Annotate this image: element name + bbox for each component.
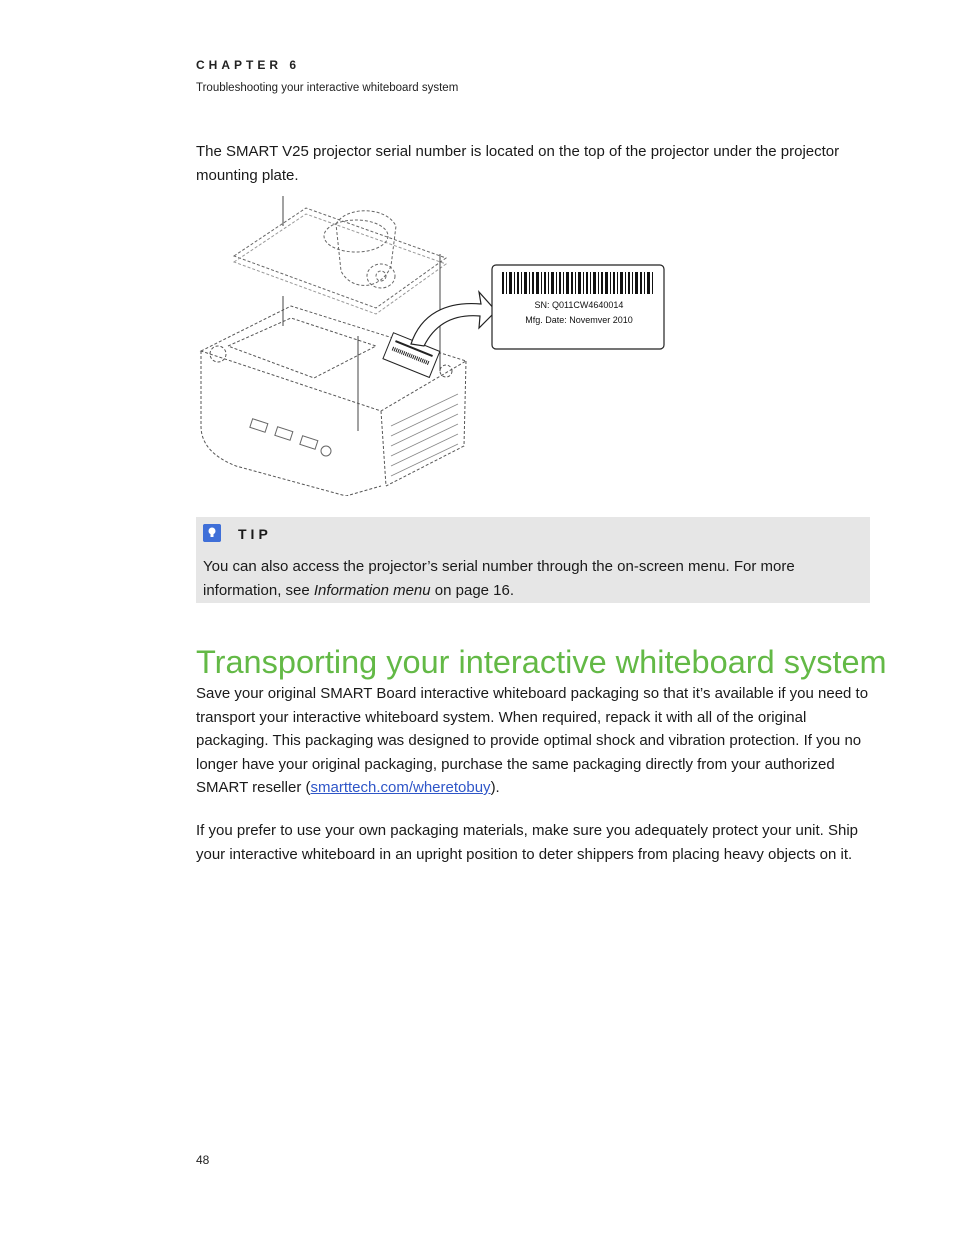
page-number: 48 — [196, 1153, 210, 1167]
wheretobuy-link[interactable]: smarttech.com/wheretobuy — [310, 779, 491, 796]
tip-text-start: You can also access the projector’s serial number through the on-screen menu. For more information, see — [203, 558, 795, 599]
transport-text-end: ). — [490, 779, 500, 796]
tip-text-end: on page 16. — [430, 581, 515, 599]
chapter-label: CHAPTER 6 — [196, 58, 301, 72]
chapter-title: Troubleshooting your interactive whiteboard system — [196, 82, 459, 94]
manufacture-date-text: Mfg. Date: Novemver 2010 — [525, 315, 633, 325]
serial-number-text: SN: Q011CW4640014 — [534, 300, 624, 310]
lightbulb-icon — [203, 524, 221, 542]
tip-box — [196, 517, 870, 603]
transport-paragraph — [196, 682, 874, 800]
tip-text — [203, 555, 853, 602]
tip-label: TIP — [238, 526, 272, 542]
serial-label-enlarged — [492, 265, 664, 349]
projector-serial-figure — [196, 196, 666, 496]
intro-paragraph: The SMART V25 projector serial number is located on the top of the projector under the projector mounting plate. — [196, 143, 840, 184]
transport-text-start: Save your original SMART Board interactive whiteboard packaging so that it’s available if you need to transport your interactive whiteboard system. When required, repack it with all of the original packaging. This packaging was designed to provide optimal shock and vibration protection. If you no longer have your original packaging, purchase the same packaging directly from your authorized SMART reseller ( — [196, 685, 869, 796]
information-menu-reference: Information menu — [313, 581, 431, 599]
section-heading: Transporting your interactive whiteboard system — [196, 644, 887, 680]
packaging-paragraph: If you prefer to use your own packaging materials, make sure you adequately protect your unit. Ship your interactive whiteboard in an upright position to deter shippers from placing heavy objects on it. — [196, 822, 859, 863]
